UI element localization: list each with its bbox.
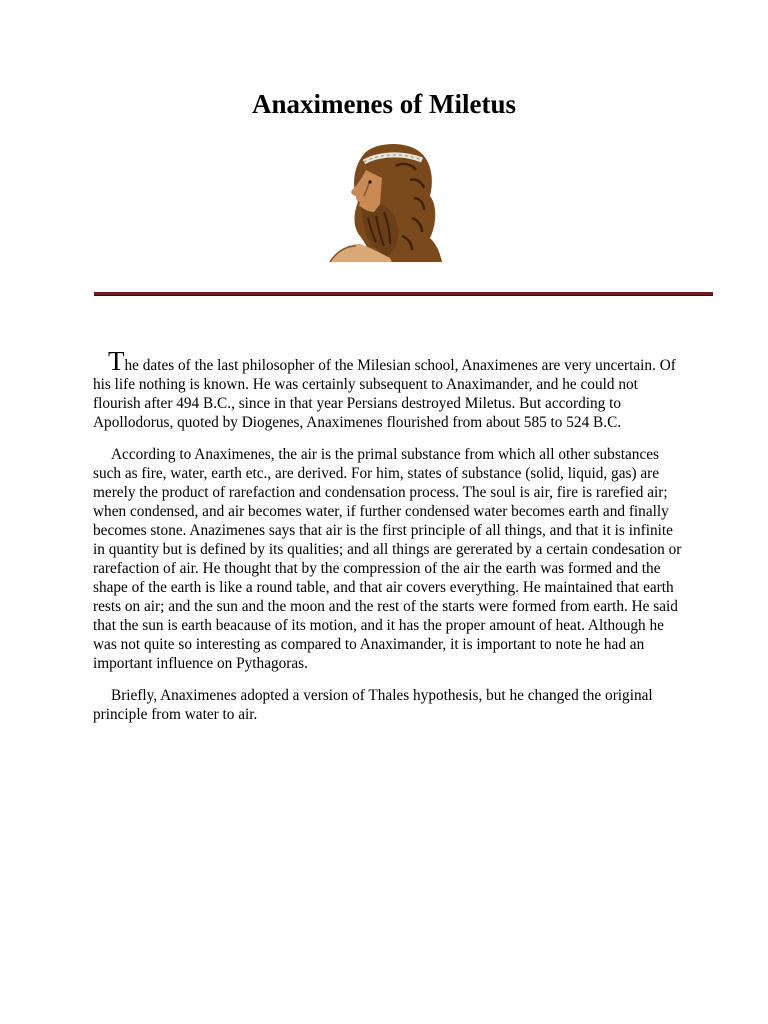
philosopher-portrait-icon [326, 140, 444, 262]
paragraph-1 [93, 346, 683, 432]
paragraph-1-text: he dates of the last philosopher of the Milesian school, Anaximenes are very uncertain. Of his life nothing is known. He was certainly subsequent to Anaximander, and he could not flourish after 494 B.C., since in that year Persians destroyed Miletus. But according to Apollodorus, quoted by Diogenes, Anaximenes flourished from about 585 to 524 B.C. [93, 357, 676, 431]
horizontal-divider [94, 292, 713, 295]
paragraph-3: Briefly, Anaximenes adopted a version of Thales hypothesis, but he changed the original principle from water to air. [93, 687, 653, 723]
article-body [93, 346, 683, 737]
drop-cap: T [108, 346, 125, 376]
page-title: Anaximenes of Miletus [252, 89, 516, 119]
paragraph-2: According to Anaximenes, the air is the primal substance from which all other substances such as fire, water, earth etc., are derived. For him, states of substance (solid, liquid, gas) are merely the product of rarefaction and condensation process. The soul is air, fire is rarefied air; when condensed, and air becomes water, if further condensed water becomes earth and finally becomes stone. Anazimenes says that air is the first principle of all things, and that it is infinite in quantity but is defined by its qualities; and all things are gererated by a certain condesation or rarefaction of air. He thought that by the compression of the air the earth was formed and the shape of the earth is like a round table, and that air covers everything. He maintained that earth rests on air; and the sun and the moon and the rest of the starts were formed from earth. He said that the sun is earth beacause of its motion, and it has the proper amount of heat. Although he was not quite so interesting as compared to Anaximander, it is important to note he had an important influence on Pythagoras. [93, 446, 682, 672]
